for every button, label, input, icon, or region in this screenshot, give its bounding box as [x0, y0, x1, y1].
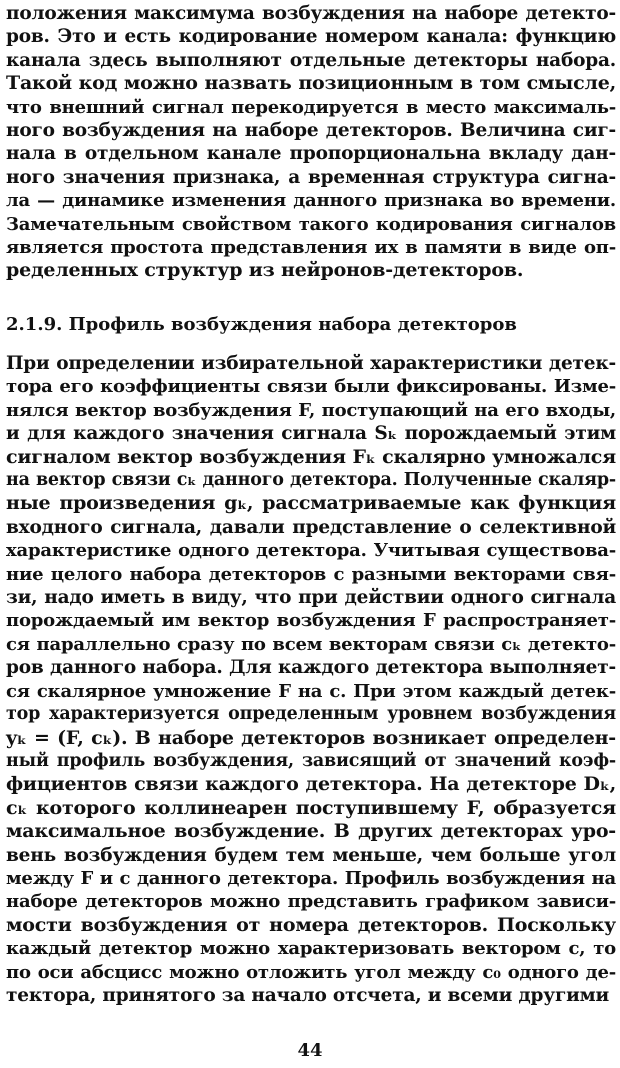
text-line: порождаемый им вектор возбуждения F распространяет- — [6, 610, 616, 632]
text-line: сигналом вектор возбуждения Fₖ скалярно умножался — [6, 445, 616, 468]
text-line: характеристике одного детектора. Учитывая существова- — [6, 540, 616, 562]
text-line: максимальное возбуждение. В других детекторах уро- — [6, 820, 616, 843]
text-line: фициентов связи каждого детектора. На детекторе Dₖ, — [6, 773, 616, 796]
text-line: ров. Это и есть кодирование номером канала: функцию — [6, 26, 616, 48]
text-line: каждый детектор можно характеризовать вектором c, то — [6, 938, 616, 960]
text-line: и для каждого значения сигнала Sₖ порождаемый этим — [6, 423, 616, 445]
text-line: ные произведения gₖ, рассматриваемые как функция — [6, 492, 616, 515]
text-line: нялся вектор возбуждения F, поступающий на его входы, — [6, 399, 616, 421]
paragraph-continued — [6, 2, 616, 283]
text-line: что внешний сигнал перекодируется в место максималь- — [6, 96, 616, 118]
text-line: Замечательным свойством такого кодирования сигналов — [6, 213, 616, 235]
text-line: ного значения признака, а временная структура сигна- — [6, 166, 616, 188]
text-line: ся скалярное умножение F на c. При этом каждый детек- — [6, 680, 616, 702]
text-line: наборе детекторов можно представить графиком зависи- — [6, 891, 616, 913]
text-line: является простота представления их в памяти в виде оп- — [6, 237, 616, 259]
text-line: положения максимума возбуждения на наборе детекто- — [6, 3, 616, 24]
text-line: по оси абсцисс можно отложить угол между c₀ одного де- — [6, 961, 616, 983]
page-number: 44 — [297, 1040, 323, 1061]
text-line: вень возбуждения будем тем меньше, чем больше угол — [6, 844, 616, 866]
text-line: на вектор связи cₖ данного детектора. Полученные скаляр- — [6, 470, 616, 491]
text-line: между F и c данного детектора. Профиль возбуждения на — [6, 867, 616, 889]
text-line: ние целого набора детекторов с разными векторами свя- — [6, 563, 616, 585]
text-line: тора его коэффициенты связи были фиксированы. Изме- — [6, 376, 616, 398]
text-line: ределенных структур из нейронов-детекторов. — [6, 259, 524, 282]
text-line: cₖ которого коллинеарен поступившему F, образуется — [6, 796, 616, 819]
text-line: ров данного набора. Для каждого детектора выполняет- — [6, 657, 616, 679]
paragraph-section-body — [6, 352, 616, 1007]
text-line: При определении избирательной характеристики детек- — [6, 353, 616, 374]
text-line: нала в отдельном канале пропорциональна вкладу дан- — [6, 143, 616, 165]
section-heading: 2.1.9. Профиль возбуждения набора детекторов — [6, 314, 517, 335]
text-line: Такой код можно назвать позиционным в том смысле, — [6, 72, 616, 95]
text-line: yₖ = (F, cₖ). В наборе детекторов возникает определен- — [6, 726, 616, 749]
text-line: ся параллельно сразу по всем векторам связи cₖ детекто- — [6, 633, 616, 655]
text-line: ного возбуждения на наборе детекторов. Величина сиг- — [6, 120, 616, 142]
text-line: зи, надо иметь в виду, что при действии одного сигнала — [6, 587, 616, 609]
text-line: ный профиль возбуждения, зависящий от значений коэф- — [6, 750, 616, 771]
text-line: ла — динамике изменения данного признака во времени. — [6, 190, 616, 212]
text-line: канала здесь выполняют отдельные детекторы набора. — [6, 49, 616, 71]
text-line: тор характеризуется определенным уровнем возбуждения — [6, 704, 616, 725]
text-line: мости возбуждения от номера детекторов. Поскольку — [6, 913, 616, 936]
text-line: входного сигнала, давали представление о селективной — [6, 516, 616, 538]
text-line: тектора, принятого за начало отсчета, и всеми другими — [6, 984, 609, 1006]
